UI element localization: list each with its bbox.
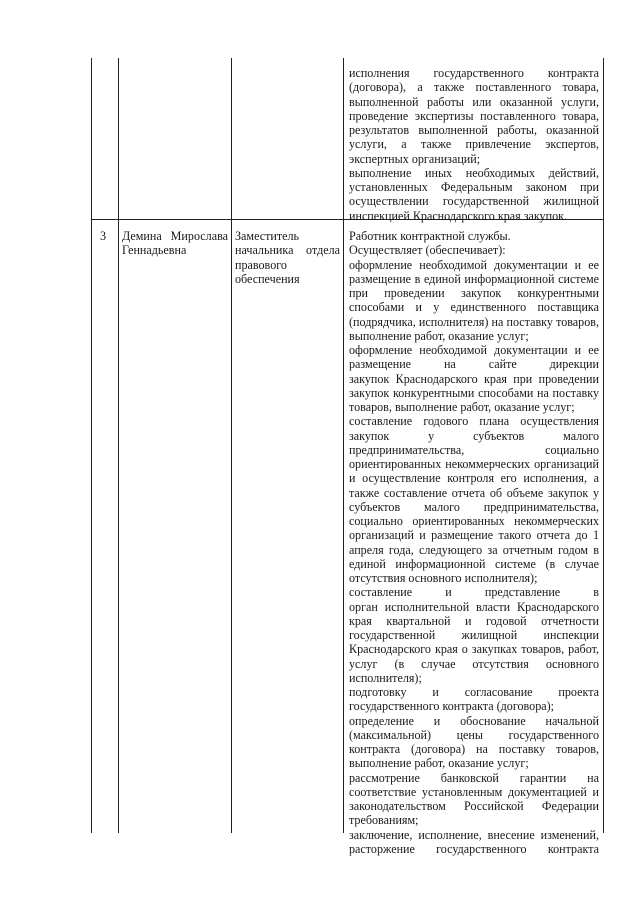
duty-line: проведение экспертизы поставленного товара, — [349, 108, 599, 123]
duty-line: единой информационной системе (в случае — [349, 556, 599, 571]
duty-line: контракта (договора) на поставку товаров, — [349, 742, 599, 756]
row-number: 3 — [100, 229, 107, 243]
duty-line: выполненной работы или оказанной услуги, — [349, 94, 599, 109]
duty-line: Осуществляет (обеспечивает): — [349, 243, 506, 258]
position-line: начальника отдела — [235, 243, 340, 258]
duty-line: экспертных организаций; — [349, 151, 481, 166]
duty-line: результатов выполненной работы, оказанной — [349, 123, 599, 137]
duty-line: (максимальной) цены государственного — [349, 727, 599, 742]
duty-line: (подрядчика, исполнителя) на поставку товаров, — [349, 314, 599, 329]
employee-name-line: Демина Мирослава — [122, 229, 228, 243]
duty-line: услуг (в случае отсутствия основного — [349, 656, 599, 671]
duty-line: размещение на сайте дирекции — [349, 357, 599, 372]
duty-line: орган исполнительной власти Краснодарского — [349, 599, 599, 614]
duty-line: закупок у субъектов малого — [349, 428, 599, 443]
duty-line: закупок Краснодарского края при проведении — [349, 371, 599, 386]
table-border-left — [91, 58, 92, 833]
employee-duties — [349, 229, 599, 856]
duty-line: субъектов малого предпринимательства, — [349, 499, 599, 514]
duty-line: при проведении закупок конкурентными — [349, 286, 599, 300]
duty-line: выполнение работ, оказание услуг; — [349, 328, 529, 343]
duty-line: государственной жилищной инспекции — [349, 628, 599, 642]
duty-line: оформление необходимой документации и ее — [349, 257, 599, 272]
duty-line: требованиям; — [349, 813, 419, 828]
position-line: Заместитель — [235, 229, 300, 243]
employee-name — [122, 229, 228, 258]
duty-line: услуги, а также привлечение экспертов, — [349, 137, 599, 152]
duty-line: Краснодарского края о закупках товаров, работ, — [349, 642, 599, 657]
employee-position — [235, 229, 340, 286]
duty-line: соответствие установленным документацией и — [349, 784, 599, 799]
position-line: обеспечения — [235, 271, 300, 286]
table-border-right — [603, 58, 604, 833]
duty-line: рассмотрение банковской гарантии на — [349, 770, 599, 785]
duty-line: апреля года, следующего за отчетным годом в — [349, 542, 599, 557]
duty-line: оформление необходимой документации и ее — [349, 343, 599, 357]
duty-line: подготовку и согласование проекта — [349, 685, 599, 699]
duty-line: заключение, исполнение, внесение изменений, — [349, 827, 599, 842]
position-line: правового — [235, 257, 287, 272]
duty-line: размещение в единой информационной системе — [349, 271, 599, 286]
duty-line: установленных Федеральным законом при — [349, 180, 599, 194]
table-border-col2 — [231, 58, 232, 833]
table-border-col1 — [118, 58, 119, 833]
duty-line: товаров, выполнение работ, оказание услуг; — [349, 400, 575, 414]
table-border-col3 — [343, 58, 344, 833]
duty-line: предпринимательства, социально — [349, 442, 599, 457]
duty-line: выполнение работ, оказание услуг; — [349, 756, 529, 771]
duty-line: исполнения государственного контракта — [349, 66, 599, 80]
duty-line: осуществлении государственной жилищной — [349, 194, 599, 209]
duty-line: инспекцией Краснодарского края закупок. — [349, 208, 568, 223]
duty-line: организаций и размещение такого отчета до 1 — [349, 528, 599, 543]
duty-line: (договора), а также поставленного товара, — [349, 80, 599, 95]
duty-line: и осуществление контроля его исполнения, а — [349, 471, 599, 486]
duty-line: составление годового плана осуществления — [349, 414, 599, 429]
duty-line: способами и у единственного поставщика — [349, 300, 599, 315]
employee-name-line: Геннадьевна — [122, 243, 187, 258]
duty-line: выполнение иных необходимых действий, — [349, 165, 599, 180]
duty-line: также составление отчета об объеме закупок у — [349, 485, 599, 500]
duty-line: Работник контрактной службы. — [349, 229, 511, 243]
duty-line: края квартальной и годовой отчетности — [349, 613, 599, 628]
duty-line: отсутствия основного исполнителя); — [349, 571, 538, 585]
duty-line: расторжение государственного контракта — [349, 841, 599, 856]
duty-line: определение и обоснование начальной — [349, 713, 599, 728]
duty-line: социально ориентированных некоммерческих — [349, 514, 599, 528]
previous-row-duties — [349, 66, 599, 223]
duty-line: ориентированных некоммерческих организаций — [349, 457, 599, 471]
duty-line: составление и представление в — [349, 585, 599, 600]
duty-line: законодательством Российской Федерации — [349, 799, 599, 813]
duty-line: закупок конкурентными способами на поставку — [349, 385, 599, 400]
duty-line: государственного контракта (договора); — [349, 699, 555, 714]
duty-line: исполнителя); — [349, 670, 422, 685]
